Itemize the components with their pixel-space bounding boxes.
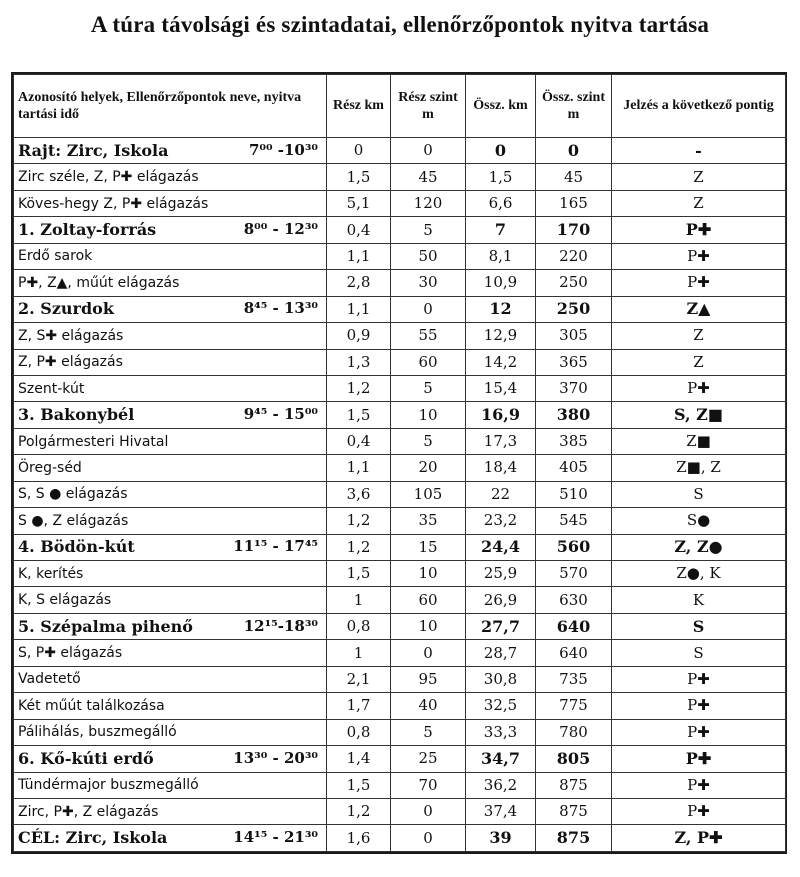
route-table xyxy=(13,74,786,852)
section-km-cell: 0,4 xyxy=(327,428,391,454)
checkpoint-row xyxy=(14,746,786,772)
trail-mark-cell: Z xyxy=(612,349,786,375)
section-elevation-cell: 5 xyxy=(391,428,466,454)
table-row xyxy=(14,270,786,296)
location-name-cell xyxy=(14,719,327,745)
total-elevation-cell: 775 xyxy=(536,693,612,719)
trail-mark-cell: P✚ xyxy=(612,772,786,798)
table-row xyxy=(14,481,786,507)
checkpoint-row xyxy=(14,138,786,164)
total-km-cell: 39 xyxy=(466,825,536,852)
header-ossz-km: Össz. km xyxy=(466,75,536,138)
section-elevation-cell: 55 xyxy=(391,323,466,349)
page-title: A túra távolsági és szintadatai, ellenőrzőpontok nyitva tartása xyxy=(90,12,710,37)
table-row xyxy=(14,190,786,216)
section-km-cell: 1,3 xyxy=(327,349,391,375)
total-elevation-cell: 545 xyxy=(536,508,612,534)
location-name: 3. Bakonybél xyxy=(18,405,135,425)
section-elevation-cell: 120 xyxy=(391,190,466,216)
opening-hours: 11¹⁵ - 17⁴⁵ xyxy=(233,537,318,556)
section-km-cell: 1,1 xyxy=(327,243,391,269)
location-name-cell xyxy=(14,666,327,692)
location-name-cell xyxy=(14,613,327,639)
location-name: S ●, Z elágazás xyxy=(18,512,129,529)
section-km-cell: 0,8 xyxy=(327,719,391,745)
location-name: Zirc, P✚, Z elágazás xyxy=(18,803,159,820)
location-name-cell xyxy=(14,296,327,322)
section-elevation-cell: 20 xyxy=(391,455,466,481)
section-elevation-cell: 0 xyxy=(391,798,466,824)
total-km-cell: 36,2 xyxy=(466,772,536,798)
location-name-cell xyxy=(14,375,327,401)
trail-mark-cell: P✚ xyxy=(612,798,786,824)
section-elevation-cell: 60 xyxy=(391,587,466,613)
table-row xyxy=(14,455,786,481)
opening-hours: 9⁴⁵ - 15⁰⁰ xyxy=(243,405,318,424)
location-name: Vadetető xyxy=(18,671,81,688)
location-name-cell xyxy=(14,243,327,269)
trail-mark-cell: P✚ xyxy=(612,270,786,296)
location-name-cell xyxy=(14,190,327,216)
location-name: K, kerítés xyxy=(18,565,84,582)
trail-mark-cell: P✚ xyxy=(612,746,786,772)
section-elevation-cell: 50 xyxy=(391,243,466,269)
total-elevation-cell: 380 xyxy=(536,402,612,428)
total-km-cell: 23,2 xyxy=(466,508,536,534)
table-row xyxy=(14,349,786,375)
location-name-cell xyxy=(14,402,327,428)
trail-mark-cell: Z●, K xyxy=(612,561,786,587)
location-name-cell xyxy=(14,164,327,190)
header-resz-szint: Rész szint m xyxy=(391,75,466,138)
section-elevation-cell: 10 xyxy=(391,613,466,639)
section-elevation-cell: 0 xyxy=(391,640,466,666)
section-km-cell: 1,6 xyxy=(327,825,391,852)
total-elevation-cell: 250 xyxy=(536,296,612,322)
total-km-cell: 1,5 xyxy=(466,164,536,190)
trail-mark-cell: Z, Z● xyxy=(612,534,786,560)
total-elevation-cell: 735 xyxy=(536,666,612,692)
location-name: S, P✚ elágazás xyxy=(18,645,123,662)
total-km-cell: 37,4 xyxy=(466,798,536,824)
opening-hours: 7⁰⁰ -10³⁰ xyxy=(248,140,318,159)
trail-mark-cell: P✚ xyxy=(612,719,786,745)
location-name: 4. Bödön-kút xyxy=(18,537,135,557)
total-elevation-cell: 45 xyxy=(536,164,612,190)
section-km-cell: 3,6 xyxy=(327,481,391,507)
section-elevation-cell: 10 xyxy=(391,402,466,428)
total-elevation-cell: 365 xyxy=(536,349,612,375)
location-name: Polgármesteri Hivatal xyxy=(18,433,169,450)
location-name-cell xyxy=(14,534,327,560)
total-elevation-cell: 305 xyxy=(536,323,612,349)
section-elevation-cell: 10 xyxy=(391,561,466,587)
total-elevation-cell: 640 xyxy=(536,613,612,639)
section-km-cell: 1,5 xyxy=(327,561,391,587)
table-row xyxy=(14,561,786,587)
header-resz-km: Rész km xyxy=(327,75,391,138)
location-name: Pálihálás, buszmegálló xyxy=(18,724,177,741)
opening-hours: 12¹⁵-18³⁰ xyxy=(243,616,318,635)
location-name: P✚, Z▲, műút elágazás xyxy=(18,274,180,291)
table-row xyxy=(14,666,786,692)
total-elevation-cell: 780 xyxy=(536,719,612,745)
total-km-cell: 10,9 xyxy=(466,270,536,296)
total-elevation-cell: 640 xyxy=(536,640,612,666)
total-km-cell: 25,9 xyxy=(466,561,536,587)
location-name-cell xyxy=(14,508,327,534)
table-row xyxy=(14,640,786,666)
location-name: Szent-kút xyxy=(18,380,85,397)
total-km-cell: 8,1 xyxy=(466,243,536,269)
trail-mark-cell: P✚ xyxy=(612,243,786,269)
total-km-cell: 14,2 xyxy=(466,349,536,375)
header-name: Azonosító helyek, Ellenőrzőpontok neve, nyitva tartási idő xyxy=(14,75,327,138)
total-km-cell: 0 xyxy=(466,138,536,164)
location-name: Z, P✚ elágazás xyxy=(18,354,123,371)
trail-mark-cell: Z, P✚ xyxy=(612,825,786,852)
total-elevation-cell: 510 xyxy=(536,481,612,507)
location-name-cell xyxy=(14,825,327,852)
opening-hours: 14¹⁵ - 21³⁰ xyxy=(233,828,318,847)
location-name: CÉL: Zirc, Iskola xyxy=(18,828,168,848)
location-name-cell xyxy=(14,561,327,587)
trail-mark-cell: P✚ xyxy=(612,375,786,401)
location-name-cell xyxy=(14,323,327,349)
total-km-cell: 30,8 xyxy=(466,666,536,692)
location-name-cell xyxy=(14,693,327,719)
total-km-cell: 22 xyxy=(466,481,536,507)
total-elevation-cell: 220 xyxy=(536,243,612,269)
location-name: Erdő sarok xyxy=(18,248,93,265)
total-elevation-cell: 805 xyxy=(536,746,612,772)
section-elevation-cell: 45 xyxy=(391,164,466,190)
checkpoint-row xyxy=(14,296,786,322)
trail-mark-cell: P✚ xyxy=(612,666,786,692)
section-elevation-cell: 25 xyxy=(391,746,466,772)
section-elevation-cell: 0 xyxy=(391,296,466,322)
trail-mark-cell: Z▲ xyxy=(612,296,786,322)
trail-mark-cell: - xyxy=(612,138,786,164)
table-row xyxy=(14,719,786,745)
trail-mark-cell: Z■ xyxy=(612,428,786,454)
total-km-cell: 34,7 xyxy=(466,746,536,772)
section-km-cell: 1,5 xyxy=(327,402,391,428)
section-km-cell: 1,5 xyxy=(327,164,391,190)
trail-mark-cell: Z xyxy=(612,323,786,349)
section-elevation-cell: 0 xyxy=(391,825,466,852)
checkpoint-row xyxy=(14,825,786,852)
location-name-cell xyxy=(14,138,327,164)
table-row xyxy=(14,243,786,269)
location-name-cell xyxy=(14,481,327,507)
section-elevation-cell: 0 xyxy=(391,138,466,164)
trail-mark-cell: S● xyxy=(612,508,786,534)
total-elevation-cell: 385 xyxy=(536,428,612,454)
location-name: 2. Szurdok xyxy=(18,299,114,319)
section-km-cell: 1,2 xyxy=(327,508,391,534)
section-elevation-cell: 5 xyxy=(391,217,466,243)
checkpoint-row xyxy=(14,217,786,243)
checkpoint-row xyxy=(14,534,786,560)
section-km-cell: 0,8 xyxy=(327,613,391,639)
location-name: Köves-hegy Z, P✚ elágazás xyxy=(18,195,209,212)
location-name-cell xyxy=(14,217,327,243)
total-elevation-cell: 0 xyxy=(536,138,612,164)
trail-mark-cell: S xyxy=(612,481,786,507)
section-km-cell: 1,2 xyxy=(327,534,391,560)
total-km-cell: 17,3 xyxy=(466,428,536,454)
trail-mark-cell: Z xyxy=(612,164,786,190)
trail-mark-cell: S xyxy=(612,640,786,666)
section-km-cell: 1,1 xyxy=(327,455,391,481)
opening-hours: 8⁰⁰ - 12³⁰ xyxy=(243,220,318,239)
checkpoint-row xyxy=(14,613,786,639)
trail-mark-cell: Z xyxy=(612,190,786,216)
location-name: K, S elágazás xyxy=(18,592,112,609)
total-km-cell: 7 xyxy=(466,217,536,243)
section-elevation-cell: 35 xyxy=(391,508,466,534)
opening-hours: 8⁴⁵ - 13³⁰ xyxy=(243,299,318,318)
header-ossz-szint: Össz. szint m xyxy=(536,75,612,138)
table-row xyxy=(14,164,786,190)
location-name-cell xyxy=(14,349,327,375)
section-km-cell: 2,1 xyxy=(327,666,391,692)
section-km-cell: 5,1 xyxy=(327,190,391,216)
total-elevation-cell: 875 xyxy=(536,825,612,852)
section-elevation-cell: 15 xyxy=(391,534,466,560)
table-row xyxy=(14,323,786,349)
total-km-cell: 12,9 xyxy=(466,323,536,349)
location-name-cell xyxy=(14,455,327,481)
location-name: Két műút találkozása xyxy=(18,697,165,714)
trail-mark-cell: K xyxy=(612,587,786,613)
total-km-cell: 16,9 xyxy=(466,402,536,428)
location-name-cell xyxy=(14,270,327,296)
section-km-cell: 0,4 xyxy=(327,217,391,243)
trail-mark-cell: P✚ xyxy=(612,217,786,243)
total-km-cell: 26,9 xyxy=(466,587,536,613)
section-km-cell: 0,9 xyxy=(327,323,391,349)
section-km-cell: 2,8 xyxy=(327,270,391,296)
section-km-cell: 1,2 xyxy=(327,798,391,824)
total-elevation-cell: 875 xyxy=(536,772,612,798)
checkpoint-row xyxy=(14,402,786,428)
trail-mark-cell: Z■, Z xyxy=(612,455,786,481)
opening-hours: 13³⁰ - 20³⁰ xyxy=(233,748,318,767)
section-elevation-cell: 5 xyxy=(391,719,466,745)
location-name-cell xyxy=(14,428,327,454)
table-row xyxy=(14,508,786,534)
total-km-cell: 32,5 xyxy=(466,693,536,719)
section-elevation-cell: 95 xyxy=(391,666,466,692)
trail-mark-cell: S, Z■ xyxy=(612,402,786,428)
section-elevation-cell: 60 xyxy=(391,349,466,375)
trail-mark-cell: P✚ xyxy=(612,693,786,719)
location-name-cell xyxy=(14,772,327,798)
header-jelzes: Jelzés a következő pontig xyxy=(612,75,786,138)
location-name: 5. Szépalma pihenő xyxy=(18,616,193,636)
location-name: Tündérmajor buszmegálló xyxy=(18,777,199,794)
location-name: Zirc széle, Z, P✚ elágazás xyxy=(18,169,199,186)
header-row xyxy=(14,75,786,138)
total-elevation-cell: 570 xyxy=(536,561,612,587)
section-elevation-cell: 5 xyxy=(391,375,466,401)
location-name: S, S ● elágazás xyxy=(18,486,128,503)
location-name-cell xyxy=(14,798,327,824)
total-elevation-cell: 170 xyxy=(536,217,612,243)
trail-mark-cell: S xyxy=(612,613,786,639)
location-name: Rajt: Zirc, Iskola xyxy=(18,140,169,160)
location-name: 6. Kő-kúti erdő xyxy=(18,748,154,768)
table-row xyxy=(14,428,786,454)
location-name: Z, S✚ elágazás xyxy=(18,327,124,344)
table-row xyxy=(14,772,786,798)
section-elevation-cell: 105 xyxy=(391,481,466,507)
section-km-cell: 1,5 xyxy=(327,772,391,798)
section-km-cell: 1,1 xyxy=(327,296,391,322)
total-elevation-cell: 165 xyxy=(536,190,612,216)
section-elevation-cell: 70 xyxy=(391,772,466,798)
total-km-cell: 33,3 xyxy=(466,719,536,745)
total-km-cell: 28,7 xyxy=(466,640,536,666)
total-elevation-cell: 370 xyxy=(536,375,612,401)
total-km-cell: 24,4 xyxy=(466,534,536,560)
total-elevation-cell: 560 xyxy=(536,534,612,560)
total-km-cell: 18,4 xyxy=(466,455,536,481)
route-table-frame xyxy=(11,72,787,854)
total-km-cell: 27,7 xyxy=(466,613,536,639)
section-km-cell: 1 xyxy=(327,587,391,613)
table-row xyxy=(14,587,786,613)
location-name-cell xyxy=(14,746,327,772)
table-row xyxy=(14,693,786,719)
location-name: Öreg-séd xyxy=(18,459,82,476)
total-km-cell: 12 xyxy=(466,296,536,322)
section-km-cell: 1 xyxy=(327,640,391,666)
total-elevation-cell: 875 xyxy=(536,798,612,824)
section-km-cell: 1,7 xyxy=(327,693,391,719)
total-km-cell: 6,6 xyxy=(466,190,536,216)
location-name-cell xyxy=(14,587,327,613)
total-elevation-cell: 405 xyxy=(536,455,612,481)
table-body xyxy=(14,138,786,852)
section-km-cell: 1,2 xyxy=(327,375,391,401)
location-name: 1. Zoltay-forrás xyxy=(18,220,157,240)
section-km-cell: 0 xyxy=(327,138,391,164)
section-elevation-cell: 40 xyxy=(391,693,466,719)
section-km-cell: 1,4 xyxy=(327,746,391,772)
total-elevation-cell: 250 xyxy=(536,270,612,296)
table-row xyxy=(14,375,786,401)
total-elevation-cell: 630 xyxy=(536,587,612,613)
table-row xyxy=(14,798,786,824)
section-elevation-cell: 30 xyxy=(391,270,466,296)
total-km-cell: 15,4 xyxy=(466,375,536,401)
location-name-cell xyxy=(14,640,327,666)
